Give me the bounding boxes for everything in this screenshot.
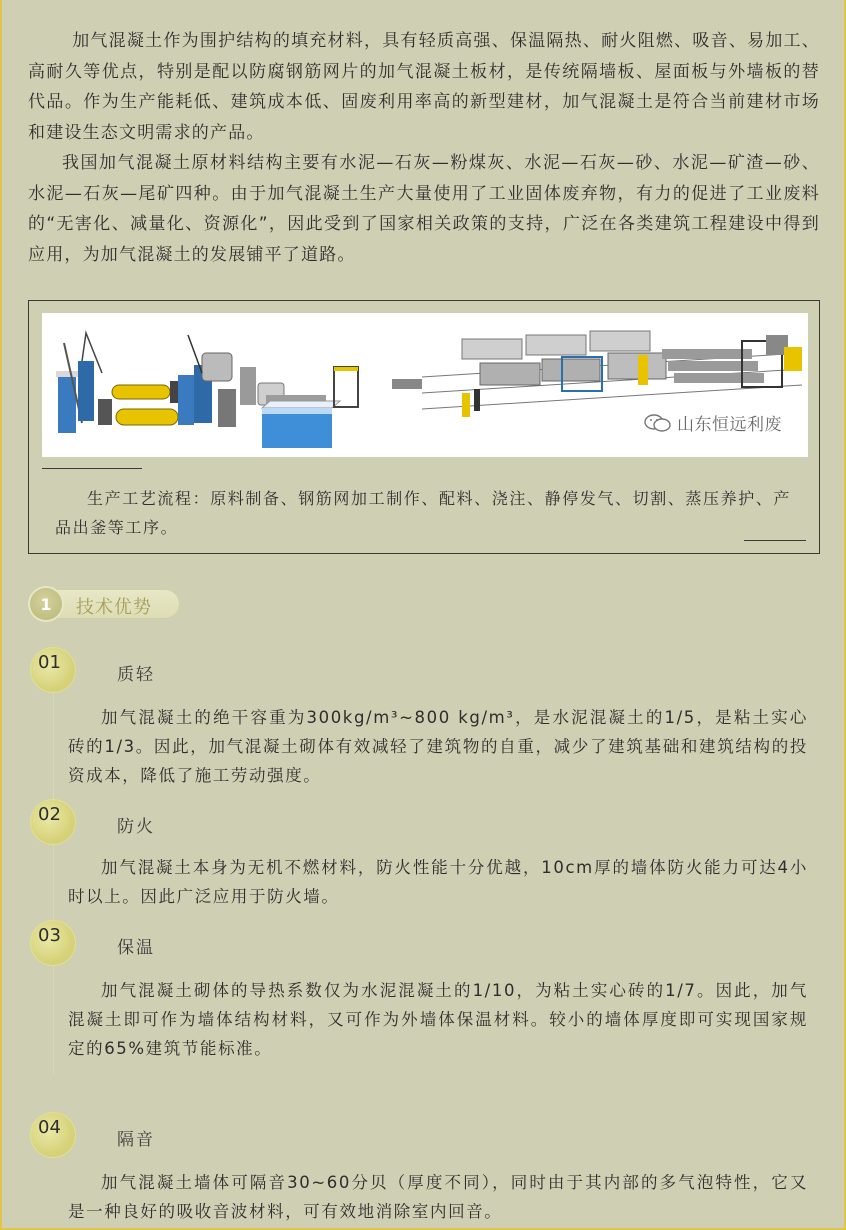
- casting-frames: [334, 367, 422, 407]
- raw-material-silos: [56, 333, 112, 433]
- item-number: 04: [38, 1117, 61, 1138]
- section-title: 技术优势: [76, 597, 152, 618]
- caption-rule-right: [744, 540, 806, 541]
- intro-text: [28, 26, 820, 270]
- item-body: 加气混凝土墙体可隔音30~60分贝（厚度不同），同时由于其内部的多气泡特性，它又是一种良好的吸收音波材料，可有效地消除室内回音。: [68, 1173, 808, 1221]
- item-number: 01: [38, 652, 61, 673]
- section-header: [30, 589, 180, 619]
- watermark: [643, 410, 782, 435]
- section-number: 1: [30, 588, 62, 620]
- item-title: 防火: [117, 817, 155, 837]
- item-body: 加气混凝土的绝干容重为300kg/m³~800 kg/m³，是水泥混凝土的1/5，是粘土实心砖的1/3。因此，加气混凝土砌体有效减轻了建筑物的自重，减少了建筑基础和建筑结构的投资成本，降低了施工劳动强度。: [68, 708, 808, 785]
- caption-rule-left: [42, 468, 142, 469]
- autoclaves: [662, 335, 802, 387]
- production-line-illustration: [42, 313, 808, 457]
- item-title: 保温: [117, 938, 155, 958]
- figure-caption: 生产工艺流程：原料制备、钢筋网加工制作、配料、浇注、静停发气、切割、蒸压养护、产品出釜等工序。: [55, 489, 792, 537]
- timeline-line: [53, 842, 54, 920]
- item-number-badge: [30, 1112, 76, 1158]
- wechat-icon: [643, 413, 673, 433]
- item-title: 质轻: [117, 665, 155, 685]
- control-building: [262, 401, 340, 448]
- ball-mills: [112, 381, 178, 425]
- item-number-badge: [30, 647, 76, 693]
- intro-paragraph-1: 加气混凝土作为围护结构的填充材料，具有轻质高强、保温隔热、耐火阻燃、吸音、易加工、高耐久等优点，特别是配以防腐钢筋网片的加气混凝土板材，是传统隔墙板、屋面板与外墙板的替代品。作为生产能耗低、建筑成本低、固废利用率高的新型建材，加气混凝土是符合当前建材市场和建设生态文明需求的产品。: [28, 31, 820, 143]
- production-line-image: [42, 313, 808, 457]
- item-number: 02: [38, 804, 61, 825]
- intro-paragraph-2: 我国加气混凝土原材料结构主要有水泥—石灰—粉煤灰、水泥—石灰—砂、水泥—矿渣—砂、水泥—石灰—尾矿四种。由于加气混凝土生产大量使用了工业固体废弃物，有力的促进了工业废料的“无害化、减量化、资源化”，因此受到了国家相关政策的支持，广泛在各类建筑工程建设中得到应用，为加气混凝土的发展铺平了道路。: [28, 153, 820, 265]
- timeline-line: [53, 690, 54, 800]
- timeline-line: [53, 962, 54, 1074]
- item-number-badge: [30, 920, 76, 966]
- item-title: 隔音: [117, 1130, 155, 1150]
- item-number-badge: [30, 799, 76, 845]
- process-figure: [28, 300, 820, 554]
- watermark-text: 山东恒远利废: [677, 415, 782, 435]
- item-body: 加气混凝土本身为无机不燃材料，防火性能十分优越，10cm厚的墙体防火能力可达4小时以上。因此广泛应用于防火墙。: [68, 858, 808, 906]
- item-number: 03: [38, 925, 61, 946]
- item-body: 加气混凝土砌体的导热系数仅为水泥混凝土的1/10，为粘土实心砖的1/7。因此，加气混凝土即可作为墙体结构材料，又可作为外墙体保温材料。较小的墙体厚度即可实现国家规定的65%建筑节能标准。: [68, 981, 808, 1058]
